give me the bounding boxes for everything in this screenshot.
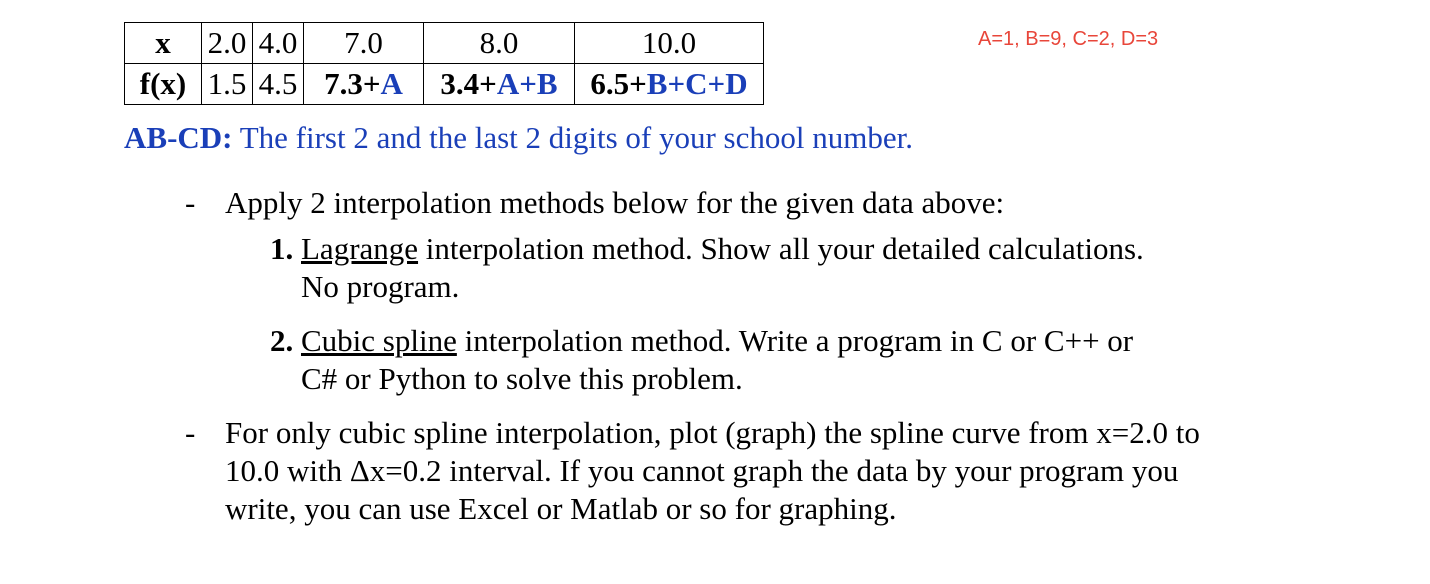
value-base: 3.4+ [440, 66, 497, 101]
bullet-text: Apply 2 interpolation methods below for the given data above: [225, 185, 1005, 220]
dash-marker: - [185, 415, 196, 450]
bullet-item [185, 184, 1225, 222]
variable-c: C [685, 66, 708, 101]
variable-definition [124, 120, 913, 156]
table-row-fx [125, 64, 764, 105]
table-row-x [125, 23, 764, 64]
table-header-x: x [125, 23, 202, 64]
item-text [301, 230, 1170, 306]
table-header-fx: f(x) [125, 64, 202, 105]
variable-a: A [496, 66, 520, 101]
variable-d: D [725, 66, 748, 101]
numbered-item [270, 322, 1170, 398]
table-cell: 4.0 [253, 23, 304, 64]
variable-b: B [646, 66, 668, 101]
parameter-note: A=1, B=9, C=2, D=3 [978, 28, 1159, 50]
table-cell: 4.5 [253, 64, 304, 105]
table-cell: 2.0 [202, 23, 253, 64]
data-table [124, 22, 764, 105]
table-cell: 7.0 [304, 23, 424, 64]
item-number: 1. [270, 231, 294, 266]
variable-a: A [380, 66, 403, 101]
definition-label: AB-CD: [124, 120, 233, 155]
bullet-text: For only cubic spline interpolation, plot (graph) the spline curve from x=2.0 to 10.0 with Δx=0.2 interval. If you cannot graph the data by your program you write, you can use Excel or Matlab or so for graphing. [225, 415, 1200, 526]
table-cell: 10.0 [575, 23, 764, 64]
value-base: 6.5+ [590, 66, 647, 101]
method-name: Lagrange [301, 231, 419, 266]
definition-text: The first 2 and the last 2 digits of your school number. [232, 120, 913, 155]
value-base: 7.3+ [324, 66, 381, 101]
method-description: interpolation method. Show all your detailed calculations. No program. [301, 231, 1144, 304]
table-cell: 8.0 [424, 23, 575, 64]
table-cell: 1.5 [202, 64, 253, 105]
numbered-item [270, 230, 1170, 306]
item-text [301, 322, 1170, 398]
plus-sign: + [667, 66, 686, 101]
method-description: interpolation method. Write a program in C or C++ or C# or Python to solve this problem. [301, 323, 1134, 396]
table-cell [304, 64, 424, 105]
table-cell [575, 64, 764, 105]
plus-sign: + [519, 66, 537, 101]
item-number: 2. [270, 323, 294, 358]
plus-sign: + [707, 66, 726, 101]
table-cell [424, 64, 575, 105]
method-name: Cubic spline [301, 323, 457, 358]
variable-b: B [536, 66, 558, 101]
dash-marker: - [185, 185, 196, 220]
bullet-item [185, 414, 1225, 528]
